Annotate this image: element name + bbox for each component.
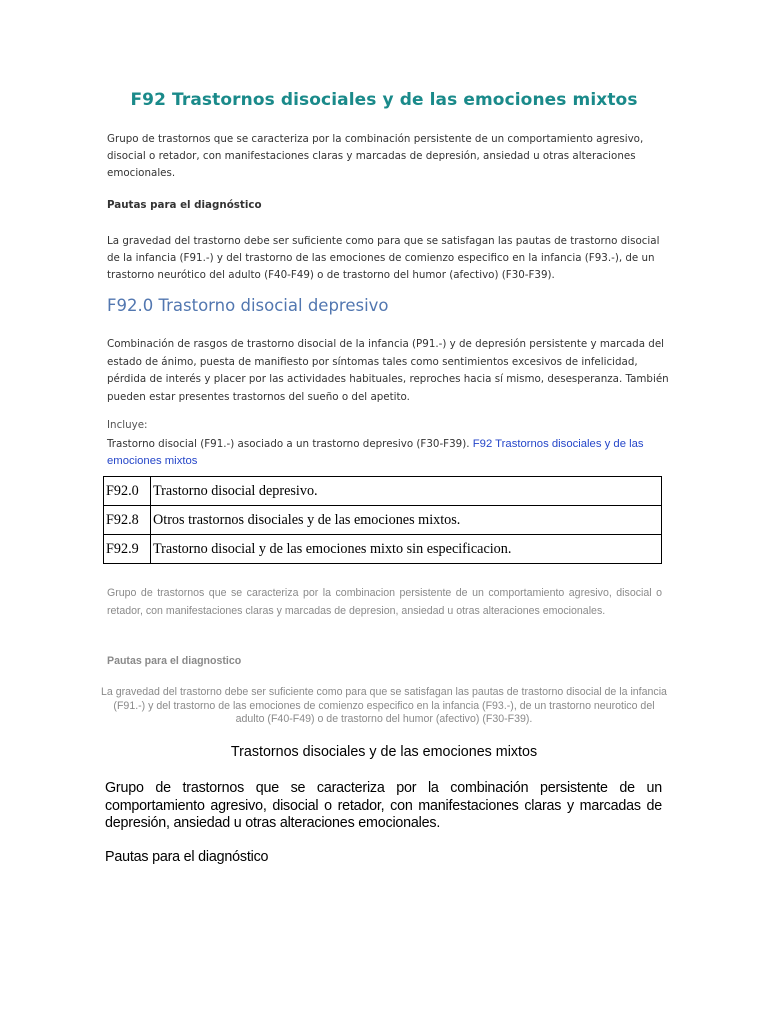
final-section-paragraph: Grupo de trastornos que se caracteriza por la combinación persistente de un comportamiento agresivo, disocial o retador, con manifestaciones claras y marcadas de depresión, ansiedad u otras alteraciones emocionales. (105, 780, 662, 831)
final-section-heading: Trastornos disociales y de las emociones mixtos (230, 744, 538, 760)
incluye-line (107, 436, 667, 470)
incluye-link[interactable]: F92 Trastornos disociales y de las emociones mixtos (107, 438, 644, 467)
incluye-label: Incluye: (107, 419, 148, 431)
table-row (104, 477, 662, 506)
code-cell: F92.0 (104, 477, 151, 506)
incluye-text: Trastorno disocial (F91.-) asociado a un trastorno depresivo (F30-F39). (107, 438, 473, 450)
description-cell: Trastorno disocial depresivo. (151, 477, 662, 506)
subsection-paragraph: Combinación de rasgos de trastorno disocial de la infancia (P91.-) y de depresión persistente y marcada del estado de ánimo, puesta de manifiesto por síntomas tales como sentimientos excesivos de infelicidad, pérdida de interés y placer por las actividades habituales, reproches hacia sí mismo, desesperanza. También pueden estar presentes trastornos del sueño o del apetito. (107, 338, 669, 403)
intro-paragraph: Grupo de trastornos que se caracteriza por la combinación persistente de un comportamiento agresivo, disocial o retador, con manifestaciones claras y marcadas de depresión, ansiedad u otras alteraciones emocionales. (107, 133, 644, 179)
subsection-title: F92.0 Trastorno disocial depresivo (107, 296, 389, 315)
pautas-heading: Pautas para el diagnóstico (107, 199, 262, 211)
code-cell: F92.9 (104, 535, 151, 564)
code-cell: F92.8 (104, 506, 151, 535)
grey-pautas-paragraph: La gravedad del trastorno debe ser suficiente como para que se satisfagan las pautas de trastorno disocial de la infancia (F91.-) y del trastorno de las emociones de comienzo especifico en la infancia (F93.-), de un trastorno neurotico del adulto (F40-F49) o de trastorno del humor (afectivo) (F30-F39). (101, 686, 667, 725)
table-row (104, 506, 662, 535)
page-title: F92 Trastornos disociales y de las emociones mixtos (130, 90, 638, 110)
pautas-paragraph: La gravedad del trastorno debe ser suficiente como para que se satisfagan las pautas de trastorno disocial de la infancia (F91.-) y del trastorno de las emociones de comienzo especifico en la infancia (F93.-), de un trastorno neurótico del adulto (F40-F49) o de trastorno del humor (afectivo) (F30-F39). (107, 235, 660, 281)
grey-pautas-heading: Pautas para el diagnostico (107, 655, 242, 667)
grey-intro-paragraph: Grupo de trastornos que se caracteriza por la combinacion persistente de un comportamiento agresivo, disocial o retador, con manifestaciones claras y marcadas de depresion, ansiedad u otras alteraciones emocionales. (107, 587, 662, 617)
description-cell: Trastorno disocial y de las emociones mixto sin especificacion. (151, 535, 662, 564)
codes-table (103, 476, 662, 564)
final-pautas-heading: Pautas para el diagnóstico (105, 849, 269, 865)
description-cell: Otros trastornos disociales y de las emociones mixtos. (151, 506, 662, 535)
table-row (104, 535, 662, 564)
